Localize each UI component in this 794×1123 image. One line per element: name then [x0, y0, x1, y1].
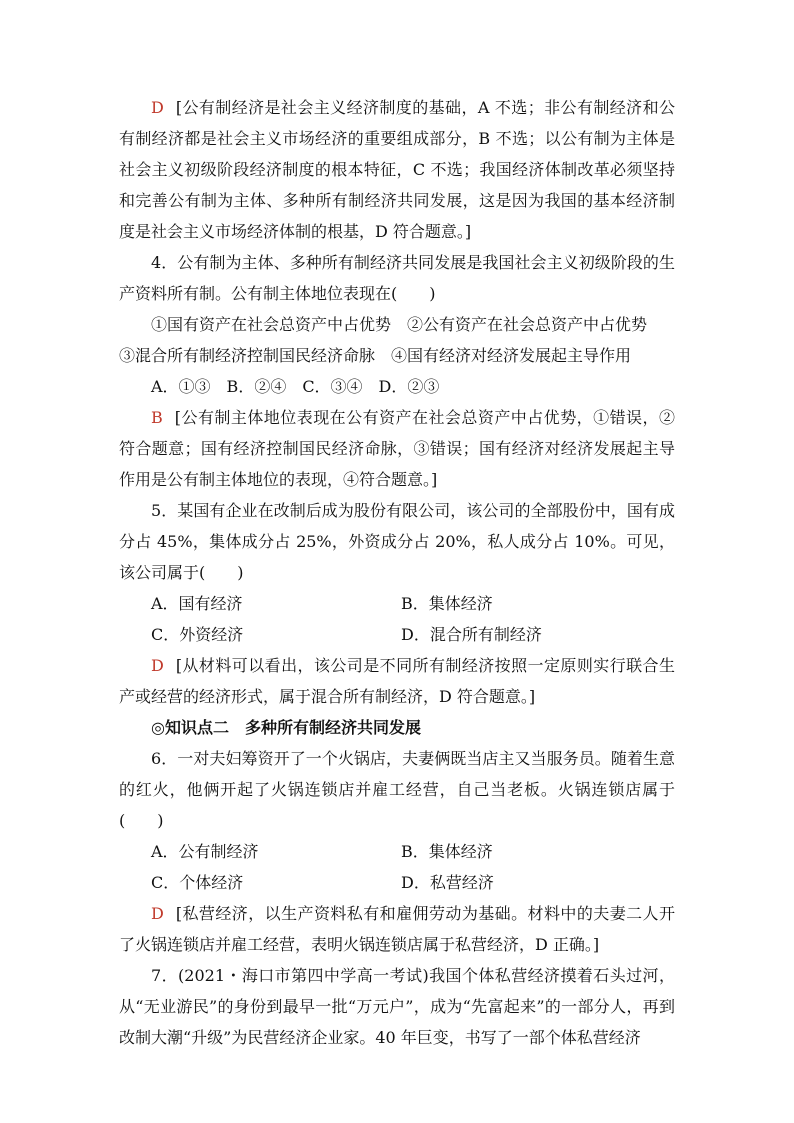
q6-option-c: C．个体经济	[151, 873, 244, 892]
q4-answer: B	[151, 408, 163, 427]
q5-explanation	[119, 650, 675, 712]
q4-options: A．①③ B．②④ C．③④ D．②③	[151, 377, 440, 396]
section-heading: ◎知识点二 多种所有制经济共同发展	[151, 718, 421, 737]
q3-explanation	[119, 92, 675, 247]
q7-stem	[119, 960, 675, 1053]
q6-option-d: D．私营经济	[401, 873, 494, 892]
q7-number: 7．	[151, 966, 179, 985]
q6-option-a: A．公有制经济	[151, 842, 259, 861]
q5-option-b: B．集体经济	[401, 594, 493, 613]
q3-answer: D	[151, 98, 164, 117]
q4-stem: 4．公有制为主体、多种所有制经济共同发展是我国社会主义初级阶段的生产资料所有制。公有制主体地位表现在( )	[119, 253, 675, 303]
q4-explanation-text: [公有制主体地位表现在公有资产在社会总资产中占优势，①错误，②符合题意；国有经济控制国民经济命脉，③错误；国有经济对经济发展起主导作用是公有制主体地位的表现，④符合题意。]	[119, 408, 675, 489]
q5-options-row2	[119, 619, 675, 650]
q6-options-row1	[119, 836, 675, 867]
q5-option-d: D．混合所有制经济	[401, 625, 542, 644]
q5-options-row1	[119, 588, 675, 619]
q3-explanation-text: [公有制经济是社会主义经济制度的基础，A 不选；非公有制经济和公有制经济都是社会主义市场经济的重要组成部分，B 不选；以公有制为主体是社会主义初级阶段经济制度的根本特征，C 不选；我国经济体制改革必须坚持和完善公有制为主体、多种所有制经济共同发展，这是因为我国的基本经济制度是社会主义市场经济体制的根基，D 符合题意。]	[119, 98, 675, 241]
q7-source: (2021・海口市第四中学高一考试)	[178, 966, 429, 985]
q4-statements-line1: ①国有资产在社会总资产中占优势 ②公有资产在社会总资产中占优势	[151, 315, 648, 334]
q4-explanation	[119, 402, 675, 495]
q6-answer: D	[151, 904, 164, 923]
q6-option-b: B．集体经济	[401, 842, 493, 861]
q5-option-a: A．国有经济	[151, 594, 243, 613]
q4-statements-line2: ③混合所有制经济控制国民经济命脉 ④国有经济对经济发展起主导作用	[119, 346, 632, 365]
q6-explanation	[119, 898, 675, 960]
q6-stem: 6．一对夫妇筹资开了一个火锅店，夫妻俩既当店主又当服务员。随着生意的红火，他俩开起了火锅连锁店并雇工经营，自己当老板。火锅连锁店属于( )	[119, 749, 675, 830]
q6-options-row2	[119, 867, 675, 898]
q5-stem: 5．某国有企业在改制后成为股份有限公司，该公司的全部股份中，国有成分占 45%，集体成分占 25%，外资成分占 20%，私人成分占 10%。可见，该公司属于( )	[119, 501, 675, 582]
q5-option-c: C．外资经济	[151, 625, 244, 644]
q7-stem-text: 我国个体私营经济摸着石头过河，从“无业游民”的身份到最早一批“万元户”，成为“先富起来”的一部分人，再到改制大潮“升级”为民营经济企业家。40 年巨变，书写了一部个体私营经济	[119, 966, 675, 1047]
q5-explanation-text: [从材料可以看出，该公司是不同所有制经济按照一定原则实行联合生产或经营的经济形式，属于混合所有制经济，D 符合题意。]	[119, 656, 675, 706]
q6-explanation-text: [私营经济，以生产资料私有和雇佣劳动为基础。材料中的夫妻二人开了火锅连锁店并雇工经营，表明火锅连锁店属于私营经济，D 正确。]	[119, 904, 675, 954]
document-body	[119, 92, 675, 1053]
q5-answer: D	[151, 656, 164, 675]
